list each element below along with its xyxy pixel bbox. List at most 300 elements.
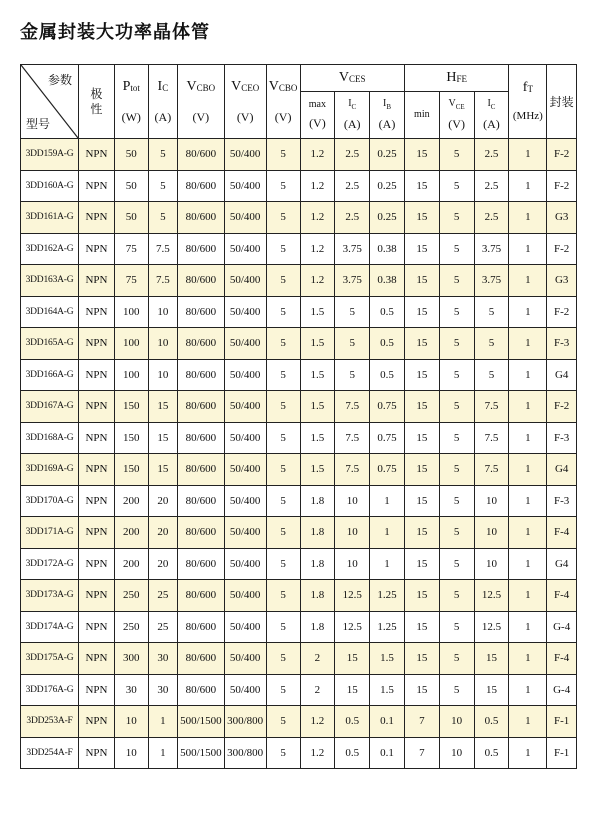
- cell-ic: 30: [148, 674, 178, 706]
- cell-vebo: 5: [266, 170, 300, 202]
- cell-vceo: 50/400: [224, 139, 266, 171]
- cell-hfe-ic: 15: [474, 674, 509, 706]
- cell-pol: NPN: [79, 265, 115, 297]
- cell-vces-ic: 2.5: [335, 202, 370, 234]
- vces-ib-symbol: $I_B$: [383, 98, 392, 112]
- table-row: [21, 454, 577, 486]
- cell-ptot: 75: [114, 233, 148, 265]
- cell-vceo: 50/400: [224, 170, 266, 202]
- cell-ptot: 75: [114, 265, 148, 297]
- cell-vebo: 5: [266, 580, 300, 612]
- vcbo-header: [178, 65, 224, 139]
- cell-vceo: 300/800: [224, 706, 266, 738]
- vceo-symbol: $V_{CEO}$: [231, 79, 260, 95]
- cell-hfe-min: 15: [404, 611, 439, 643]
- cell-model: 3DD254A-F: [21, 737, 79, 769]
- cell-model: 3DD160A-G: [21, 170, 79, 202]
- vebo-unit: (V): [274, 109, 292, 124]
- cell-pol: NPN: [79, 706, 115, 738]
- cell-vces-ib: 0.38: [370, 265, 405, 297]
- ft-unit: (MHz): [512, 110, 543, 123]
- cell-hfe-min: 15: [404, 265, 439, 297]
- table-row: [21, 233, 577, 265]
- cell-vceo: 50/400: [224, 485, 266, 517]
- cell-ft: 1: [509, 391, 547, 423]
- cell-ic: 20: [148, 548, 178, 580]
- cell-vces-ic: 3.75: [335, 265, 370, 297]
- cell-hfe-min: 15: [404, 328, 439, 360]
- cell-ic: 10: [148, 296, 178, 328]
- cell-hfe-min: 15: [404, 170, 439, 202]
- cell-vces: 1.5: [300, 391, 335, 423]
- cell-vces: 1.8: [300, 580, 335, 612]
- cell-pkg: F-2: [547, 233, 577, 265]
- cell-model: 3DD165A-G: [21, 328, 79, 360]
- cell-vces-ib: 0.5: [370, 359, 405, 391]
- cell-hfe-ic: 7.5: [474, 391, 509, 423]
- cell-pol: NPN: [79, 422, 115, 454]
- cell-ptot: 150: [114, 391, 148, 423]
- cell-ft: 1: [509, 202, 547, 234]
- cell-vces-ib: 0.75: [370, 454, 405, 486]
- cell-vceo: 50/400: [224, 328, 266, 360]
- cell-ptot: 50: [114, 202, 148, 234]
- cell-model: 3DD163A-G: [21, 265, 79, 297]
- hfe-vce-unit: (V): [448, 116, 465, 131]
- cell-vces-ib: 0.25: [370, 170, 405, 202]
- cell-hfe-ic: 12.5: [474, 611, 509, 643]
- table-row: [21, 517, 577, 549]
- cell-vebo: 5: [266, 706, 300, 738]
- table-row: [21, 643, 577, 675]
- ptot-header: [114, 65, 148, 139]
- table-row: [21, 674, 577, 706]
- cell-vces-ib: 1: [370, 548, 405, 580]
- ptot-unit: (W): [121, 109, 141, 124]
- cell-ft: 1: [509, 454, 547, 486]
- cell-ptot: 200: [114, 548, 148, 580]
- cell-vceo: 50/400: [224, 359, 266, 391]
- cell-hfe-vce: 5: [439, 328, 474, 360]
- cell-pkg: F-2: [547, 139, 577, 171]
- cell-ptot: 250: [114, 580, 148, 612]
- cell-model: 3DD167A-G: [21, 391, 79, 423]
- cell-vces-ic: 7.5: [335, 422, 370, 454]
- cell-vces-ic: 0.5: [335, 706, 370, 738]
- cell-vceo: 50/400: [224, 643, 266, 675]
- cell-pkg: F-3: [547, 328, 577, 360]
- cell-hfe-min: 7: [404, 706, 439, 738]
- cell-hfe-ic: 0.5: [474, 706, 509, 738]
- cell-vcbo: 80/600: [178, 296, 224, 328]
- ptot-symbol: $P_{tot}$: [122, 79, 140, 95]
- cell-vcbo: 80/600: [178, 485, 224, 517]
- cell-hfe-vce: 5: [439, 265, 474, 297]
- cell-vcbo: 80/600: [178, 233, 224, 265]
- cell-hfe-vce: 5: [439, 202, 474, 234]
- cell-ptot: 250: [114, 611, 148, 643]
- cell-vceo: 300/800: [224, 737, 266, 769]
- cell-vebo: 5: [266, 422, 300, 454]
- cell-vcbo: 80/600: [178, 580, 224, 612]
- cell-vces: 1.8: [300, 611, 335, 643]
- cell-vces-ic: 12.5: [335, 611, 370, 643]
- cell-vcbo: 80/600: [178, 139, 224, 171]
- table-row: [21, 580, 577, 612]
- ft-symbol: $f_T$: [522, 79, 533, 95]
- cell-hfe-vce: 5: [439, 548, 474, 580]
- cell-vebo: 5: [266, 391, 300, 423]
- vces-ib-header: [370, 92, 405, 139]
- vces-max-header: [300, 92, 335, 139]
- cell-ft: 1: [509, 643, 547, 675]
- cell-pkg: F-2: [547, 296, 577, 328]
- cell-hfe-ic: 10: [474, 548, 509, 580]
- cell-ic: 15: [148, 422, 178, 454]
- vces-ic-symbol: $I_C$: [348, 98, 357, 112]
- cell-hfe-ic: 2.5: [474, 170, 509, 202]
- param-model-corner-cell: [21, 65, 79, 139]
- cell-model: 3DD170A-G: [21, 485, 79, 517]
- cell-model: 3DD168A-G: [21, 422, 79, 454]
- table-row: [21, 328, 577, 360]
- cell-ptot: 50: [114, 170, 148, 202]
- hfe-min-label: min: [414, 108, 430, 120]
- cell-vebo: 5: [266, 359, 300, 391]
- cell-pol: NPN: [79, 202, 115, 234]
- cell-vebo: 5: [266, 548, 300, 580]
- cell-ic: 1: [148, 737, 178, 769]
- cell-ic: 25: [148, 611, 178, 643]
- hfe-ic-header: [474, 92, 509, 139]
- cell-vebo: 5: [266, 139, 300, 171]
- table-row: [21, 202, 577, 234]
- cell-vces-ib: 1.25: [370, 611, 405, 643]
- cell-vces-ic: 2.5: [335, 139, 370, 171]
- cell-vces-ib: 0.5: [370, 296, 405, 328]
- cell-ft: 1: [509, 233, 547, 265]
- cell-model: 3DD174A-G: [21, 611, 79, 643]
- cell-hfe-min: 15: [404, 548, 439, 580]
- cell-vceo: 50/400: [224, 202, 266, 234]
- ic-symbol: $I_C$: [157, 79, 169, 95]
- cell-vcbo: 80/600: [178, 265, 224, 297]
- ic-header: [148, 65, 178, 139]
- cell-hfe-min: 15: [404, 359, 439, 391]
- cell-ic: 1: [148, 706, 178, 738]
- table-row: [21, 391, 577, 423]
- cell-hfe-vce: 5: [439, 643, 474, 675]
- cell-pol: NPN: [79, 454, 115, 486]
- cell-vces-ic: 7.5: [335, 454, 370, 486]
- cell-pol: NPN: [79, 674, 115, 706]
- cell-ft: 1: [509, 328, 547, 360]
- model-label: 型号: [26, 117, 51, 131]
- cell-vces-ic: 15: [335, 643, 370, 675]
- cell-vces: 1.2: [300, 737, 335, 769]
- cell-model: 3DD164A-G: [21, 296, 79, 328]
- cell-pol: NPN: [79, 170, 115, 202]
- cell-hfe-ic: 3.75: [474, 233, 509, 265]
- cell-ft: 1: [509, 422, 547, 454]
- cell-vces: 1.5: [300, 454, 335, 486]
- cell-vcbo: 80/600: [178, 611, 224, 643]
- vces-ic-header: [335, 92, 370, 139]
- cell-vebo: 5: [266, 454, 300, 486]
- cell-ic: 5: [148, 139, 178, 171]
- cell-vces-ib: 0.1: [370, 737, 405, 769]
- cell-hfe-vce: 5: [439, 170, 474, 202]
- cell-hfe-ic: 12.5: [474, 580, 509, 612]
- cell-hfe-min: 15: [404, 674, 439, 706]
- cell-hfe-ic: 10: [474, 517, 509, 549]
- cell-pkg: G4: [547, 454, 577, 486]
- cell-ic: 5: [148, 202, 178, 234]
- cell-model: 3DD161A-G: [21, 202, 79, 234]
- cell-pkg: G-4: [547, 674, 577, 706]
- cell-vceo: 50/400: [224, 265, 266, 297]
- polarity-label: 极性: [90, 86, 103, 116]
- cell-vces: 1.2: [300, 265, 335, 297]
- cell-ptot: 50: [114, 139, 148, 171]
- cell-pol: NPN: [79, 643, 115, 675]
- cell-vceo: 50/400: [224, 391, 266, 423]
- cell-vebo: 5: [266, 485, 300, 517]
- cell-vceo: 50/400: [224, 454, 266, 486]
- vces-ib-unit: (A): [378, 116, 396, 131]
- cell-vcbo: 80/600: [178, 454, 224, 486]
- cell-ptot: 100: [114, 328, 148, 360]
- cell-ft: 1: [509, 296, 547, 328]
- cell-hfe-min: 7: [404, 737, 439, 769]
- transistor-spec-table: [20, 64, 577, 769]
- cell-vces-ib: 0.38: [370, 233, 405, 265]
- vcbo-unit: (V): [192, 109, 210, 124]
- table-row: [21, 170, 577, 202]
- cell-vces-ib: 1.5: [370, 643, 405, 675]
- cell-hfe-ic: 3.75: [474, 265, 509, 297]
- vceo-header: [224, 65, 266, 139]
- cell-vebo: 5: [266, 611, 300, 643]
- cell-hfe-vce: 5: [439, 674, 474, 706]
- cell-ptot: 10: [114, 706, 148, 738]
- cell-ft: 1: [509, 674, 547, 706]
- cell-vces-ib: 0.75: [370, 391, 405, 423]
- cell-hfe-vce: 10: [439, 737, 474, 769]
- cell-vceo: 50/400: [224, 517, 266, 549]
- cell-ft: 1: [509, 548, 547, 580]
- cell-vces-ic: 12.5: [335, 580, 370, 612]
- cell-vces: 1.2: [300, 233, 335, 265]
- cell-hfe-vce: 5: [439, 139, 474, 171]
- cell-model: 3DD175A-G: [21, 643, 79, 675]
- cell-hfe-vce: 5: [439, 422, 474, 454]
- cell-vces: 1.8: [300, 485, 335, 517]
- cell-ic: 20: [148, 517, 178, 549]
- cell-vces-ib: 0.25: [370, 139, 405, 171]
- ft-header: [509, 65, 547, 139]
- cell-hfe-min: 15: [404, 296, 439, 328]
- cell-vces-ic: 7.5: [335, 391, 370, 423]
- cell-model: 3DD253A-F: [21, 706, 79, 738]
- vces-ic-unit: (A): [343, 116, 361, 131]
- cell-pol: NPN: [79, 328, 115, 360]
- cell-vces-ic: 10: [335, 517, 370, 549]
- page-title: 金属封装大功率晶体管: [20, 22, 210, 43]
- cell-hfe-min: 15: [404, 391, 439, 423]
- cell-ft: 1: [509, 580, 547, 612]
- cell-ft: 1: [509, 359, 547, 391]
- cell-ptot: 300: [114, 643, 148, 675]
- cell-hfe-ic: 5: [474, 328, 509, 360]
- cell-vebo: 5: [266, 296, 300, 328]
- cell-vces-ic: 5: [335, 328, 370, 360]
- table-row: [21, 265, 577, 297]
- cell-pkg: F-2: [547, 170, 577, 202]
- table-row: [21, 296, 577, 328]
- cell-pol: NPN: [79, 580, 115, 612]
- cell-hfe-min: 15: [404, 233, 439, 265]
- hfe-ic-unit: (A): [483, 116, 500, 131]
- cell-hfe-ic: 0.5: [474, 737, 509, 769]
- cell-vces: 1.5: [300, 422, 335, 454]
- table-row: [21, 359, 577, 391]
- hfe-vce-symbol: $V_{CE}$: [448, 98, 465, 112]
- cell-pol: NPN: [79, 485, 115, 517]
- cell-pol: NPN: [79, 548, 115, 580]
- cell-pkg: F-4: [547, 643, 577, 675]
- cell-vcbo: 80/600: [178, 517, 224, 549]
- cell-ptot: 100: [114, 296, 148, 328]
- cell-vces: 1.2: [300, 202, 335, 234]
- cell-vceo: 50/400: [224, 548, 266, 580]
- cell-hfe-vce: 5: [439, 391, 474, 423]
- cell-ic: 7.5: [148, 233, 178, 265]
- cell-vces: 1.2: [300, 170, 335, 202]
- cell-vces: 1.8: [300, 548, 335, 580]
- cell-hfe-vce: 5: [439, 611, 474, 643]
- cell-vebo: 5: [266, 674, 300, 706]
- cell-pol: NPN: [79, 359, 115, 391]
- vebo-symbol: $V_{CBO}$: [268, 79, 298, 95]
- cell-ft: 1: [509, 485, 547, 517]
- cell-pol: NPN: [79, 611, 115, 643]
- cell-model: 3DD176A-G: [21, 674, 79, 706]
- table-row: [21, 737, 577, 769]
- vebo-header: [266, 65, 300, 139]
- cell-vces-ib: 1: [370, 517, 405, 549]
- cell-model: 3DD173A-G: [21, 580, 79, 612]
- param-label: 参数: [48, 73, 73, 87]
- cell-vces: 1.5: [300, 296, 335, 328]
- cell-vcbo: 500/1500: [178, 737, 224, 769]
- cell-vcbo: 80/600: [178, 548, 224, 580]
- hfe-vce-header: [439, 92, 474, 139]
- cell-vebo: 5: [266, 328, 300, 360]
- cell-pkg: F-1: [547, 706, 577, 738]
- vces-max-label: max: [308, 98, 326, 110]
- cell-vebo: 5: [266, 517, 300, 549]
- cell-ptot: 30: [114, 674, 148, 706]
- cell-vebo: 5: [266, 737, 300, 769]
- package-header: 封装: [547, 65, 577, 139]
- cell-ic: 30: [148, 643, 178, 675]
- cell-ft: 1: [509, 265, 547, 297]
- cell-vces-ib: 0.5: [370, 328, 405, 360]
- cell-vces-ic: 15: [335, 674, 370, 706]
- cell-vces-ic: 5: [335, 359, 370, 391]
- cell-vcbo: 80/600: [178, 391, 224, 423]
- cell-pkg: G-4: [547, 611, 577, 643]
- cell-vces-ib: 1: [370, 485, 405, 517]
- vces-max-unit: (V): [309, 116, 326, 131]
- cell-vces: 1.8: [300, 517, 335, 549]
- cell-hfe-min: 15: [404, 454, 439, 486]
- cell-vces-ib: 0.1: [370, 706, 405, 738]
- cell-hfe-vce: 5: [439, 233, 474, 265]
- cell-vceo: 50/400: [224, 611, 266, 643]
- vcbo-symbol: $V_{CBO}$: [186, 79, 216, 95]
- cell-ic: 15: [148, 454, 178, 486]
- cell-vcbo: 500/1500: [178, 706, 224, 738]
- cell-ft: 1: [509, 517, 547, 549]
- cell-model: 3DD169A-G: [21, 454, 79, 486]
- polarity-header: [79, 65, 115, 139]
- table-row: [21, 485, 577, 517]
- cell-hfe-ic: 7.5: [474, 422, 509, 454]
- hfe-min-header: [404, 92, 439, 139]
- cell-vcbo: 80/600: [178, 170, 224, 202]
- cell-hfe-vce: 5: [439, 517, 474, 549]
- table-row: [21, 548, 577, 580]
- cell-hfe-vce: 5: [439, 359, 474, 391]
- cell-ic: 5: [148, 170, 178, 202]
- cell-hfe-vce: 5: [439, 580, 474, 612]
- cell-vcbo: 80/600: [178, 422, 224, 454]
- cell-vces-ic: 10: [335, 485, 370, 517]
- cell-vceo: 50/400: [224, 580, 266, 612]
- cell-pkg: G3: [547, 202, 577, 234]
- cell-vces-ib: 1.25: [370, 580, 405, 612]
- cell-hfe-min: 15: [404, 485, 439, 517]
- table-row: [21, 422, 577, 454]
- cell-hfe-ic: 7.5: [474, 454, 509, 486]
- cell-pkg: G4: [547, 359, 577, 391]
- table-row: [21, 139, 577, 171]
- cell-model: 3DD162A-G: [21, 233, 79, 265]
- cell-ic: 20: [148, 485, 178, 517]
- cell-hfe-vce: 5: [439, 454, 474, 486]
- cell-hfe-min: 15: [404, 422, 439, 454]
- cell-ptot: 150: [114, 454, 148, 486]
- cell-pkg: F-4: [547, 580, 577, 612]
- cell-pkg: G4: [547, 548, 577, 580]
- cell-vces-ic: 3.75: [335, 233, 370, 265]
- cell-pol: NPN: [79, 737, 115, 769]
- cell-vebo: 5: [266, 233, 300, 265]
- cell-vebo: 5: [266, 265, 300, 297]
- cell-ptot: 200: [114, 485, 148, 517]
- cell-model: 3DD166A-G: [21, 359, 79, 391]
- cell-pol: NPN: [79, 296, 115, 328]
- cell-model: 3DD172A-G: [21, 548, 79, 580]
- hfe-ic-symbol: $I_C$: [487, 98, 496, 112]
- cell-pkg: F-4: [547, 517, 577, 549]
- cell-pol: NPN: [79, 233, 115, 265]
- cell-hfe-vce: 5: [439, 296, 474, 328]
- cell-ptot: 200: [114, 517, 148, 549]
- cell-pol: NPN: [79, 139, 115, 171]
